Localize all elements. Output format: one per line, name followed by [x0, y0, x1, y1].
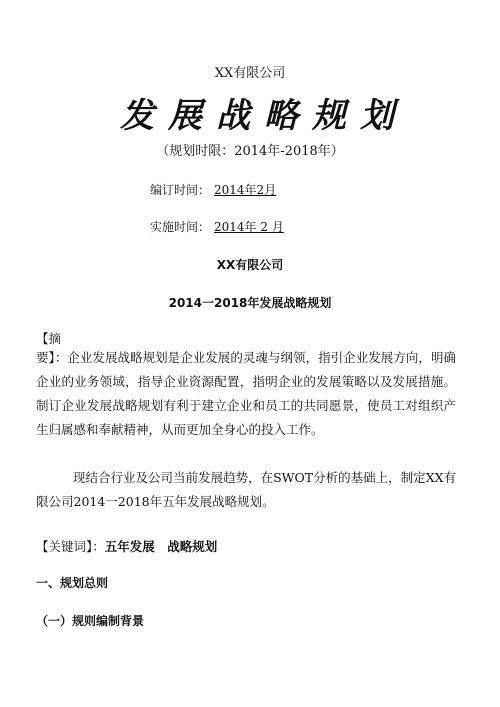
abstract-open-label: 【摘 [36, 331, 62, 346]
plan-period: （规划时限：2014年-2018年） [156, 144, 344, 159]
heading-background: （一）规则编制背景 [36, 614, 145, 628]
compile-date-value: 2014年2月 [214, 183, 277, 197]
company-name-top: XX有限公司 [214, 66, 286, 81]
section-company-name: XX有限公司 [216, 258, 284, 272]
compile-date-label: 编订时间： [150, 183, 211, 197]
compile-date-row [150, 181, 276, 198]
keywords-row [36, 537, 217, 555]
implement-date-label: 实施时间： [150, 220, 211, 234]
abstract-paragraph: 要】：企业发展战略规划是企业发展的灵魂与纲领，指引企业发展方向，明确企业的业务领域，指导企业资源配置，指明企业的发展策略以及发展措施。制订企业发展战略规划有利于建立企业和员工的共同愿景，使员工对组织产生归属感和奉献精神，从而更加全身心的投入工作。 [36, 350, 456, 437]
keywords-label: 【关键词】： [36, 539, 105, 554]
keywords-values: 五年发展 战略规划 [104, 539, 218, 554]
section-plan-title: 2014一2018年发展战略规划 [168, 296, 332, 310]
swot-paragraph: 现结合行业及公司当前发展趋势，在SWOT分析的基础上，制定XX有限公司2014一2018年五年发展战略规划。 [36, 470, 456, 509]
implement-date-value: 2014年 2 月 [214, 220, 284, 234]
document-title: 发展战略规划 [120, 96, 408, 136]
heading-general-principles: 一、规划总则 [36, 576, 109, 590]
implement-date-row [150, 218, 284, 235]
